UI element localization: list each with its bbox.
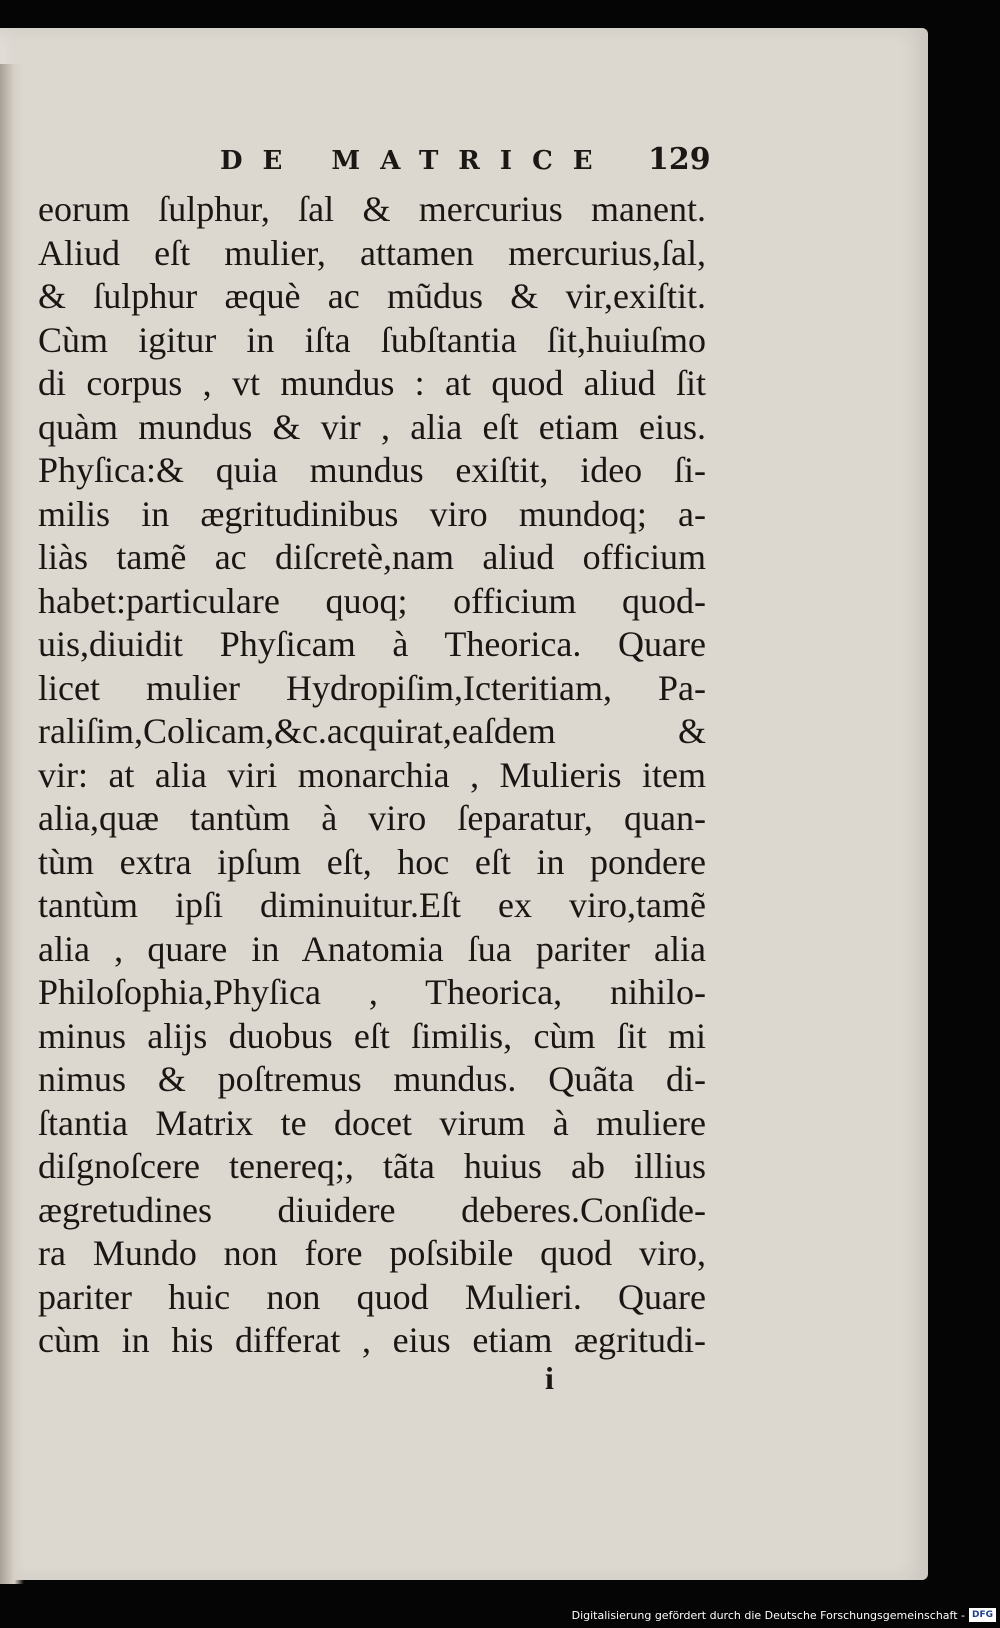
book-page xyxy=(0,28,928,1580)
text-line: nimus & poſtremus mundus. Quãta di- xyxy=(38,1059,706,1099)
text-line: ra Mundo non fore poſsibile quod viro, xyxy=(38,1233,706,1273)
text-line: milis in ægritudinibus viro mundoq; a- xyxy=(38,493,706,534)
text-line: ægretudines diuidere deberes.Conſide- xyxy=(38,1189,706,1230)
text-line: Phyſica:& quia mundus exiſtit, ideo ſi- xyxy=(38,450,706,490)
running-head: DE MATRICE xyxy=(220,146,613,176)
text-line: Aliud eſt mulier, attamen mercurius,ſal, xyxy=(38,232,706,273)
page-header xyxy=(0,142,928,186)
text-line: Cùm igitur in iſta ſubſtantia ſit,huiuſmo xyxy=(38,319,706,360)
text-line: minus alijs duobus eſt ſimilis, cùm ſit mi xyxy=(38,1015,706,1056)
text-line: tantùm ipſi diminuitur.Eſt ex viro,tamẽ xyxy=(38,885,706,925)
digitization-footer xyxy=(572,1606,996,1624)
text-line: quàm mundus & vir , alia eſt etiam eius. xyxy=(38,406,706,447)
page-number: 129 xyxy=(648,142,711,177)
text-line: ſtantia Matrix te docet virum à muliere xyxy=(38,1102,706,1143)
text-line: vir: at alia viri monarchia , Mulieris item xyxy=(38,754,706,795)
text-line: & ſulphur æquè ac mũdus & vir,exiſtit. xyxy=(38,276,706,316)
text-line: alia , quare in Anatomia ſua pariter alia xyxy=(38,928,706,969)
text-line: pariter huic non quod Mulieri. Quare xyxy=(38,1276,706,1317)
page-gutter-shadow xyxy=(0,64,24,1584)
signature-mark: i xyxy=(545,1360,554,1396)
text-line: uis,diuidit Phyſicam à Theorica. Quare xyxy=(38,624,706,664)
text-line: diſgnoſcere tenereq;, tãta huius ab illius xyxy=(38,1146,706,1186)
dfg-logo: DFG xyxy=(969,1608,996,1622)
text-line: di corpus , vt mundus : at quod aliud ſit xyxy=(38,363,706,403)
text-line: habet:particulare quoq; officium quod- xyxy=(38,580,706,621)
text-line: Philoſophia,Phyſica , Theorica, nihilo- xyxy=(38,972,706,1012)
text-line: licet mulier Hydropiſim,Icteritiam, Pa- xyxy=(38,667,706,708)
text-line: eorum ſulphur, ſal & mercurius manent. xyxy=(38,189,706,229)
text-line: alia,quæ tantùm à viro ſeparatur, quan- xyxy=(38,798,706,838)
text-line: liàs tamẽ ac diſcretè,nam aliud officium xyxy=(38,537,706,577)
text-line: tùm extra ipſum eſt, hoc eſt in pondere xyxy=(38,841,706,882)
footer-credit: Digitalisierung gefördert durch die Deutsche Forschungsgemeinschaft - xyxy=(571,1608,965,1622)
text-line: raliſim,Colicam,&c.acquirat,eaſdem & xyxy=(38,711,706,751)
text-line: cùm in his differat , eius etiam ægritudi- xyxy=(38,1320,706,1360)
body-text xyxy=(38,188,706,1363)
